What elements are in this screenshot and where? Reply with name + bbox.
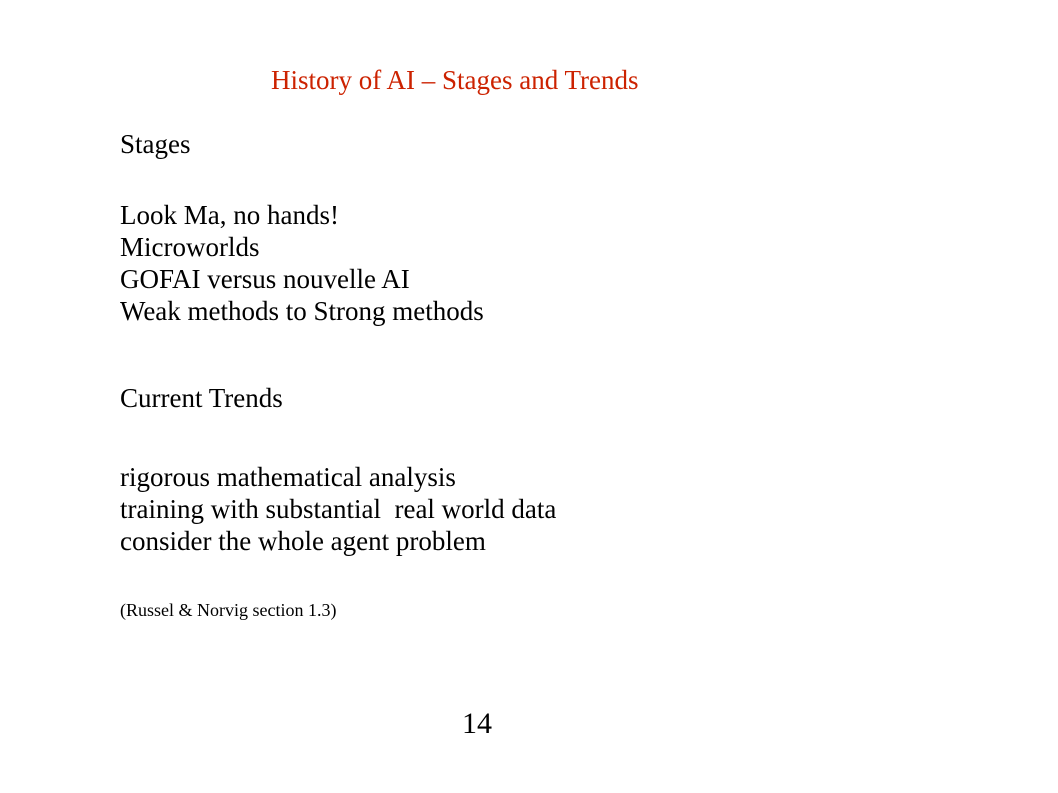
stage-item: Microworlds bbox=[120, 232, 260, 262]
trend-item: rigorous mathematical analysis bbox=[120, 462, 456, 492]
slide-title: History of AI – Stages and Trends bbox=[271, 65, 639, 95]
trends-heading bbox=[120, 382, 283, 414]
citation: (Russel & Norvig section 1.3) bbox=[120, 600, 337, 620]
stages-list bbox=[120, 199, 484, 327]
stage-item: Weak methods to Strong methods bbox=[120, 296, 484, 326]
page-number: 14 bbox=[462, 707, 492, 740]
stage-item: Look Ma, no hands! bbox=[120, 200, 339, 230]
trends-heading-text: Current Trends bbox=[120, 383, 283, 413]
stages-heading bbox=[120, 128, 191, 160]
stage-item: GOFAI versus nouvelle AI bbox=[120, 264, 410, 294]
trends-list bbox=[120, 461, 556, 557]
trend-item: training with substantial real world data bbox=[120, 494, 557, 524]
trend-item: consider the whole agent problem bbox=[120, 526, 486, 556]
stages-heading-text: Stages bbox=[120, 129, 191, 159]
